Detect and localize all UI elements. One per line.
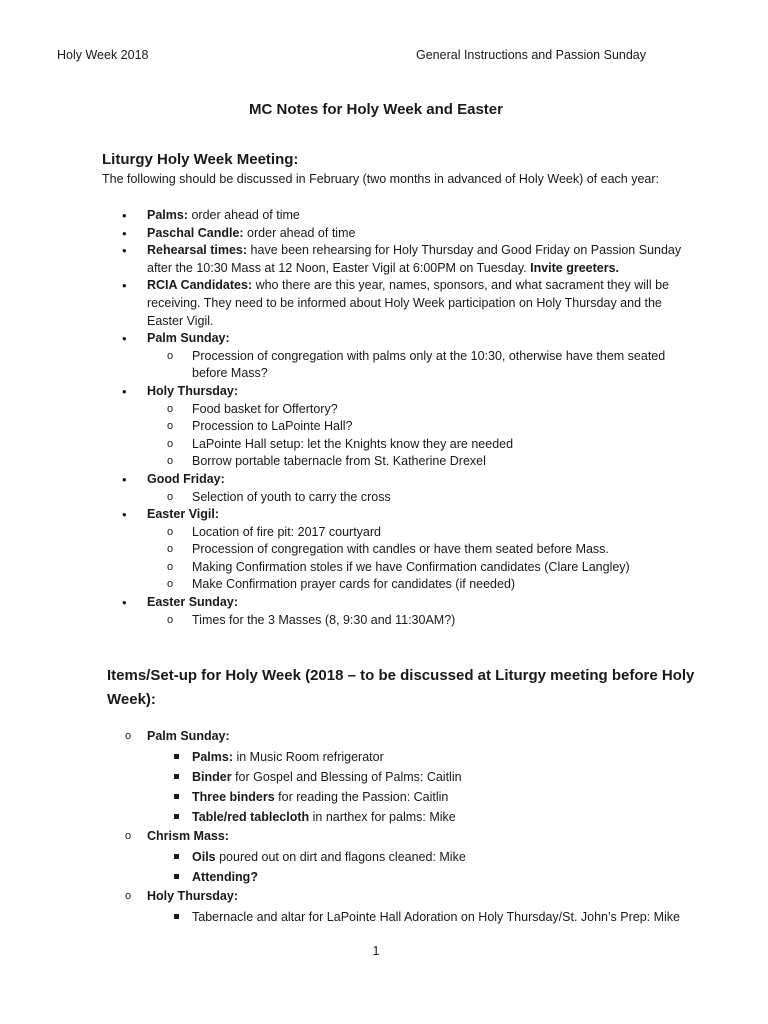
- item-text: Tabernacle and altar for LaPointe Hall Adoration on Holy Thursday/St. John’s Prep: Mike: [192, 910, 681, 924]
- list-item: o Borrow portable tabernacle from St. Katherine Drexel: [167, 453, 682, 471]
- bullet-text: who there are this year, names, sponsors, and what sacrament they will be receiving. They need to be informed about Holy Week participation on Holy Thursday and the Easter Vigil.: [147, 278, 669, 328]
- bullet-holy-thursday: [122, 383, 682, 401]
- item-label: Attending?: [192, 870, 258, 884]
- bullet-easter-vigil: [122, 506, 682, 524]
- bullet-label: Good Friday:: [147, 471, 225, 486]
- item-label: Three binders: [192, 790, 275, 804]
- sublist-easter-sunday: [122, 612, 682, 630]
- liturgy-bullet-list: [122, 207, 682, 629]
- item-text: poured out on dirt and flagons cleaned: Mike: [215, 850, 466, 864]
- liturgy-heading: Liturgy Holy Week Meeting:: [102, 151, 299, 168]
- item-text: in narthex for palms: Mike: [309, 810, 456, 824]
- item-text: in Music Room refrigerator: [233, 750, 384, 764]
- bullet-text: have been rehearsing for Holy Thursday and Good Friday on Passion Sunday after the 10:30 Mass at 12 Noon, Easter Vigil at 6:00PM on Tuesday.: [147, 243, 682, 275]
- items-setup-list: [125, 727, 705, 927]
- header-right: General Instructions and Passion Sunday: [416, 48, 646, 62]
- list-item: o Make Confirmation prayer cards for candidates (if needed): [167, 576, 682, 594]
- liturgy-intro: The following should be discussed in February (two months in advanced of Holy Week) of each year:: [102, 172, 660, 186]
- bullet-palm-sunday: [122, 330, 682, 348]
- list-item: [125, 767, 705, 787]
- list-item: o Times for the 3 Masses (8, 9:30 and 11:30AM?): [167, 612, 682, 630]
- list-item: o Procession to LaPointe Hall?: [167, 418, 682, 436]
- list-item: [125, 907, 705, 927]
- bullet-rcia-candidates: [122, 277, 682, 330]
- bullet-good-friday: [122, 471, 682, 489]
- page-title: MC Notes for Holy Week and Easter: [249, 101, 503, 118]
- bullet-label: Palms:: [147, 208, 188, 222]
- list-item: o Location of fire pit: 2017 courtyard: [167, 524, 682, 542]
- item-label: Palms:: [192, 750, 233, 764]
- section-holy-thursday: o Holy Thursday:: [125, 887, 705, 905]
- item-label: Binder: [192, 770, 232, 784]
- bullet-label: Easter Vigil:: [147, 507, 220, 522]
- bullet-label: RCIA Candidates:: [147, 278, 253, 293]
- sublist-easter-vigil: [122, 524, 682, 594]
- bullet-label: Paschal Candle:: [147, 225, 244, 240]
- bullet-emphasis: Invite greeters.: [530, 260, 620, 275]
- list-item: o Procession of congregation with palms only at the 10:30, otherwise have them seated before Mass?: [167, 348, 682, 383]
- bullet-paschal-candle: [122, 225, 682, 243]
- bullet-palms: [122, 207, 682, 225]
- items-setup-heading: Items/Set-up for Holy Week (2018 – to be discussed at Liturgy meeting before Holy Week):: [107, 667, 695, 708]
- bullet-text: order ahead of time: [243, 225, 356, 240]
- bullet-rehearsal-times: [122, 242, 682, 277]
- list-item: [125, 867, 705, 887]
- item-text: for reading the Passion: Caitlin: [274, 790, 449, 804]
- item-text: for Gospel and Blessing of Palms: Caitlin: [231, 770, 462, 784]
- sublist-good-friday: [122, 489, 682, 507]
- list-item: o Selection of youth to carry the cross: [167, 489, 682, 507]
- bullet-text: order ahead of time: [188, 208, 300, 222]
- list-item: o LaPointe Hall setup: let the Knights know they are needed: [167, 436, 682, 454]
- list-item: o Making Confirmation stoles if we have Confirmation candidates (Clare Langley): [167, 559, 682, 577]
- page-number: 1: [372, 944, 380, 958]
- item-label: Oils: [192, 850, 216, 864]
- bullet-label: Easter Sunday:: [147, 595, 239, 610]
- list-item: o Food basket for Offertory?: [167, 401, 682, 419]
- bullet-easter-sunday: [122, 594, 682, 612]
- list-item: [125, 747, 705, 767]
- list-item: o Procession of congregation with candles or have them seated before Mass.: [167, 541, 682, 559]
- list-item: [125, 787, 705, 807]
- bullet-label: Holy Thursday:: [147, 383, 238, 398]
- sublist-holy-thursday: [122, 401, 682, 471]
- list-item: [125, 807, 705, 827]
- header-left: Holy Week 2018: [57, 48, 149, 62]
- bullet-label: Palm Sunday:: [147, 331, 230, 346]
- item-label: Table/red tablecloth: [192, 810, 310, 824]
- section-palm-sunday: o Palm Sunday:: [125, 727, 705, 745]
- bullet-label: Rehearsal times:: [147, 243, 248, 258]
- sublist-palm-sunday: [122, 348, 682, 383]
- list-item: [125, 847, 705, 867]
- section-chrism-mass: o Chrism Mass:: [125, 827, 705, 845]
